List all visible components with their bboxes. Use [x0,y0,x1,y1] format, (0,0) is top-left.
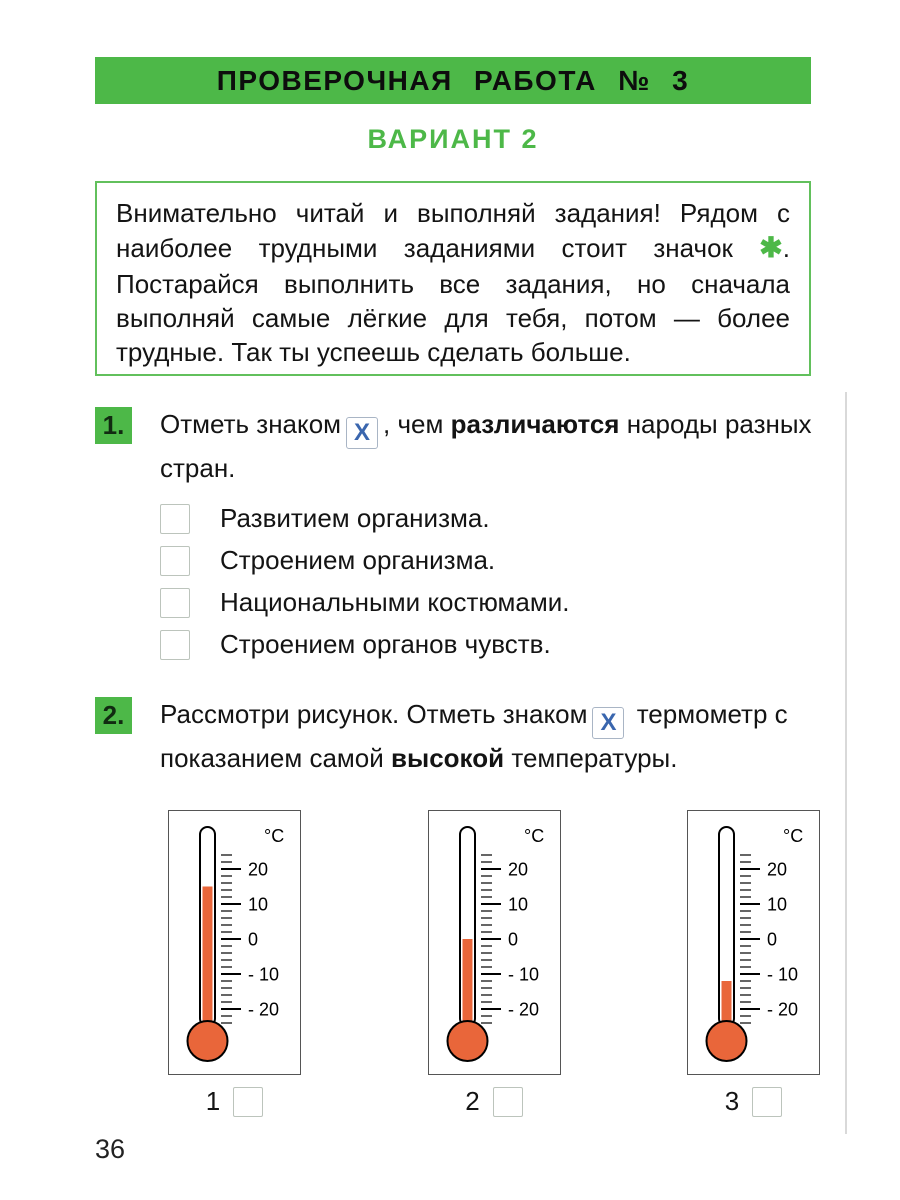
x-mark-box-q2 [592,707,624,739]
option-row [160,503,570,534]
thermometers-figure-row [168,810,820,1075]
svg-text:10: 10 [248,894,269,915]
option-checkbox-3[interactable] [160,588,190,618]
thermometer-label-2: 2 [465,1086,480,1116]
answer-checkbox-1[interactable] [233,1087,263,1117]
question-1-options [160,503,570,660]
question-1-number: 1. [95,407,132,444]
svg-text:- 10: - 10 [507,964,539,985]
question-1-text [160,405,814,488]
svg-text:0: 0 [767,929,778,950]
x-mark-icon: X [600,709,617,736]
q2-text-after: температуры. [504,743,678,773]
svg-text:0: 0 [248,929,259,950]
header-bar [95,57,811,104]
svg-text:- 20: - 20 [507,999,539,1020]
answer-cell-1 [168,1086,301,1117]
svg-text:10: 10 [767,894,788,915]
difficulty-asterisk-icon: ✱ [759,232,783,264]
option-label-2: Строением организма. [220,545,496,575]
x-mark-box-q1 [346,417,378,449]
answer-checkbox-3[interactable] [752,1087,782,1117]
option-row [160,587,570,618]
svg-text:- 10: - 10 [248,964,280,985]
svg-text:°C: °C [264,826,285,846]
variant-title: ВАРИАНТ 2 [367,124,539,154]
thermometer-answers-row [168,1086,820,1117]
page-number: 36 [95,1134,126,1164]
q1-text-before: Отметь знаком [160,409,342,439]
answer-cell-2 [428,1086,561,1117]
q2-text-mid: термометр с показанием самой [160,699,788,773]
option-checkbox-1[interactable] [160,504,190,534]
svg-text:0: 0 [507,929,518,950]
question-2-number: 2. [95,697,132,734]
option-row [160,545,570,576]
svg-text:10: 10 [507,894,528,915]
answer-checkbox-2[interactable] [493,1087,523,1117]
svg-text:°C: °C [523,826,544,846]
instructions-text-1: Внимательно читай и выполняй задания! Рядом с наиболее трудными заданиями стоит значок [116,198,790,264]
svg-text:20: 20 [507,859,528,880]
x-mark-icon: X [354,419,371,446]
q1-text-after: народы разных стран. [160,409,812,483]
option-label-1: Развитием организма. [220,503,490,533]
option-label-3: Национальными костюмами. [220,587,570,617]
thermometer-figure-3 [687,810,820,1075]
question-2-text [160,695,814,778]
thermometer-figure-2 [428,810,561,1075]
svg-text:°C: °C [783,826,804,846]
page-title: ПРОВЕРОЧНАЯ РАБОТА № 3 [216,64,690,96]
q1-text-bold: различаются [450,409,620,439]
option-checkbox-4[interactable] [160,630,190,660]
option-checkbox-2[interactable] [160,546,190,576]
svg-text:- 10: - 10 [767,964,799,985]
option-row [160,629,570,660]
svg-text:20: 20 [248,859,269,880]
svg-text:- 20: - 20 [767,999,799,1020]
option-label-4: Строением органов чувств. [220,629,551,659]
q2-text-bold: высокой [391,743,505,773]
answer-cell-3 [687,1086,820,1117]
instructions-text-2: . Постарайся выполнить все задания, но сначала выполняй самые лёгкие для тебя, потом — более трудные. Так ты успеешь сделать больше. [116,233,790,367]
page-edge-line [845,392,847,1134]
svg-text:20: 20 [767,859,788,880]
q1-text-mid: , чем [383,409,451,439]
svg-text:- 20: - 20 [248,999,280,1020]
instructions-box [95,181,811,376]
thermometer-figure-1 [168,810,301,1075]
thermometer-label-1: 1 [205,1086,221,1116]
q2-text-before: Рассмотри рисунок. Отметь знаком [160,699,588,729]
thermometer-label-3: 3 [724,1086,740,1116]
